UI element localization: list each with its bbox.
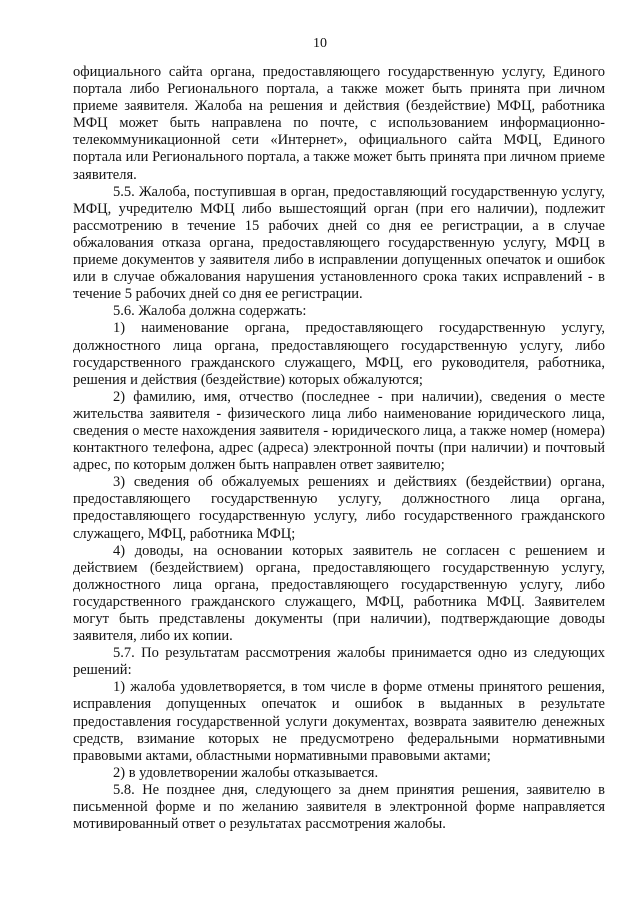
paragraph: 5.8. Не позднее дня, следующего за днем принятия решения, заявителю в письменной форме и по желанию заявителя в электронной форме направляется мотивированный ответ о результатах рассмотрения жалобы.: [73, 781, 605, 833]
paragraph: 5.5. Жалоба, поступившая в орган, предоставляющий государственную услугу, МФЦ, учредителю МФЦ либо вышестоящий орган (при его наличии), подлежит рассмотрению в течение 15 рабочих дней со дня ее регистрации, а в случае обжалования отказа органа, предоставляющего государственную услугу, МФЦ в приеме документов у заявителя либо в исправлении допущенных опечаток и ошибок или в случае обжалования нарушения установленного срока таких исправлений - в течение 5 рабочих дней со дня ее регистрации.: [73, 183, 605, 303]
paragraph: 2) фамилию, имя, отчество (последнее - при наличии), сведения о месте жительства заявителя - физического лица либо наименование юридического лица, сведения о месте нахождения заявителя - юридического лица, а также номер (номера) контактного телефона, адрес (адреса) электронной почты (при наличии) и почтовый адрес, по которым должен быть направлен ответ заявителю;: [73, 388, 605, 474]
paragraph: 1) жалоба удовлетворяется, в том числе в форме отмены принятого решения, исправления допущенных опечаток и ошибок в выданных в результате предоставления государственной услуги документах, возврата заявителю денежных средств, взимание которых не предусмотрено федеральными нормативными правовыми актами, областными нормативными правовыми актами;: [73, 679, 605, 764]
paragraph: 5.6. Жалоба должна содержать:: [113, 303, 307, 320]
paragraph: 1) наименование органа, предоставляющего государственную услугу, должностного лица органа, предоставляющего государственную услугу, либо государственного гражданского служащего, МФЦ, его руководителя, работника, решения и действия (бездействие) которых обжалуются;: [73, 320, 605, 388]
document-body: [73, 64, 605, 833]
page-number: 10: [313, 36, 327, 51]
paragraph: официального сайта органа, предоставляющего государственную услугу, Единого портала либо Регионального портала, а также может быть принята при личном приеме заявителя. Жалоба на решения и действия (бездействие) МФЦ, работника МФЦ может быть направлена по почте, с использованием информационно-телекоммуникационной сети «Интернет», официального сайта МФЦ, Единого портала или Регионального портала, а также может быть принята при личном приеме заявителя.: [73, 64, 605, 183]
paragraph: 5.7. По результатам рассмотрения жалобы принимается одно из следующих решений:: [73, 645, 605, 679]
paragraph: 2) в удовлетворении жалобы отказывается.: [113, 764, 379, 781]
paragraph: 4) доводы, на основании которых заявитель не согласен с решением и действием (бездействием) органа, предоставляющего государственную услугу, должностного лица органа, предоставляющего государственную услугу, либо государственного гражданского служащего, МФЦ, работника МФЦ. Заявителем могут быть представлены документы (при наличии), подтверждающие доводы заявителя, либо их копии.: [73, 542, 605, 645]
paragraph: 3) сведения об обжалуемых решениях и действиях (бездействии) органа, предоставляющего государственную услугу, должностного лица органа, предоставляющего государственную услугу, либо государственного гражданского служащего, МФЦ, работника МФЦ;: [73, 474, 605, 542]
